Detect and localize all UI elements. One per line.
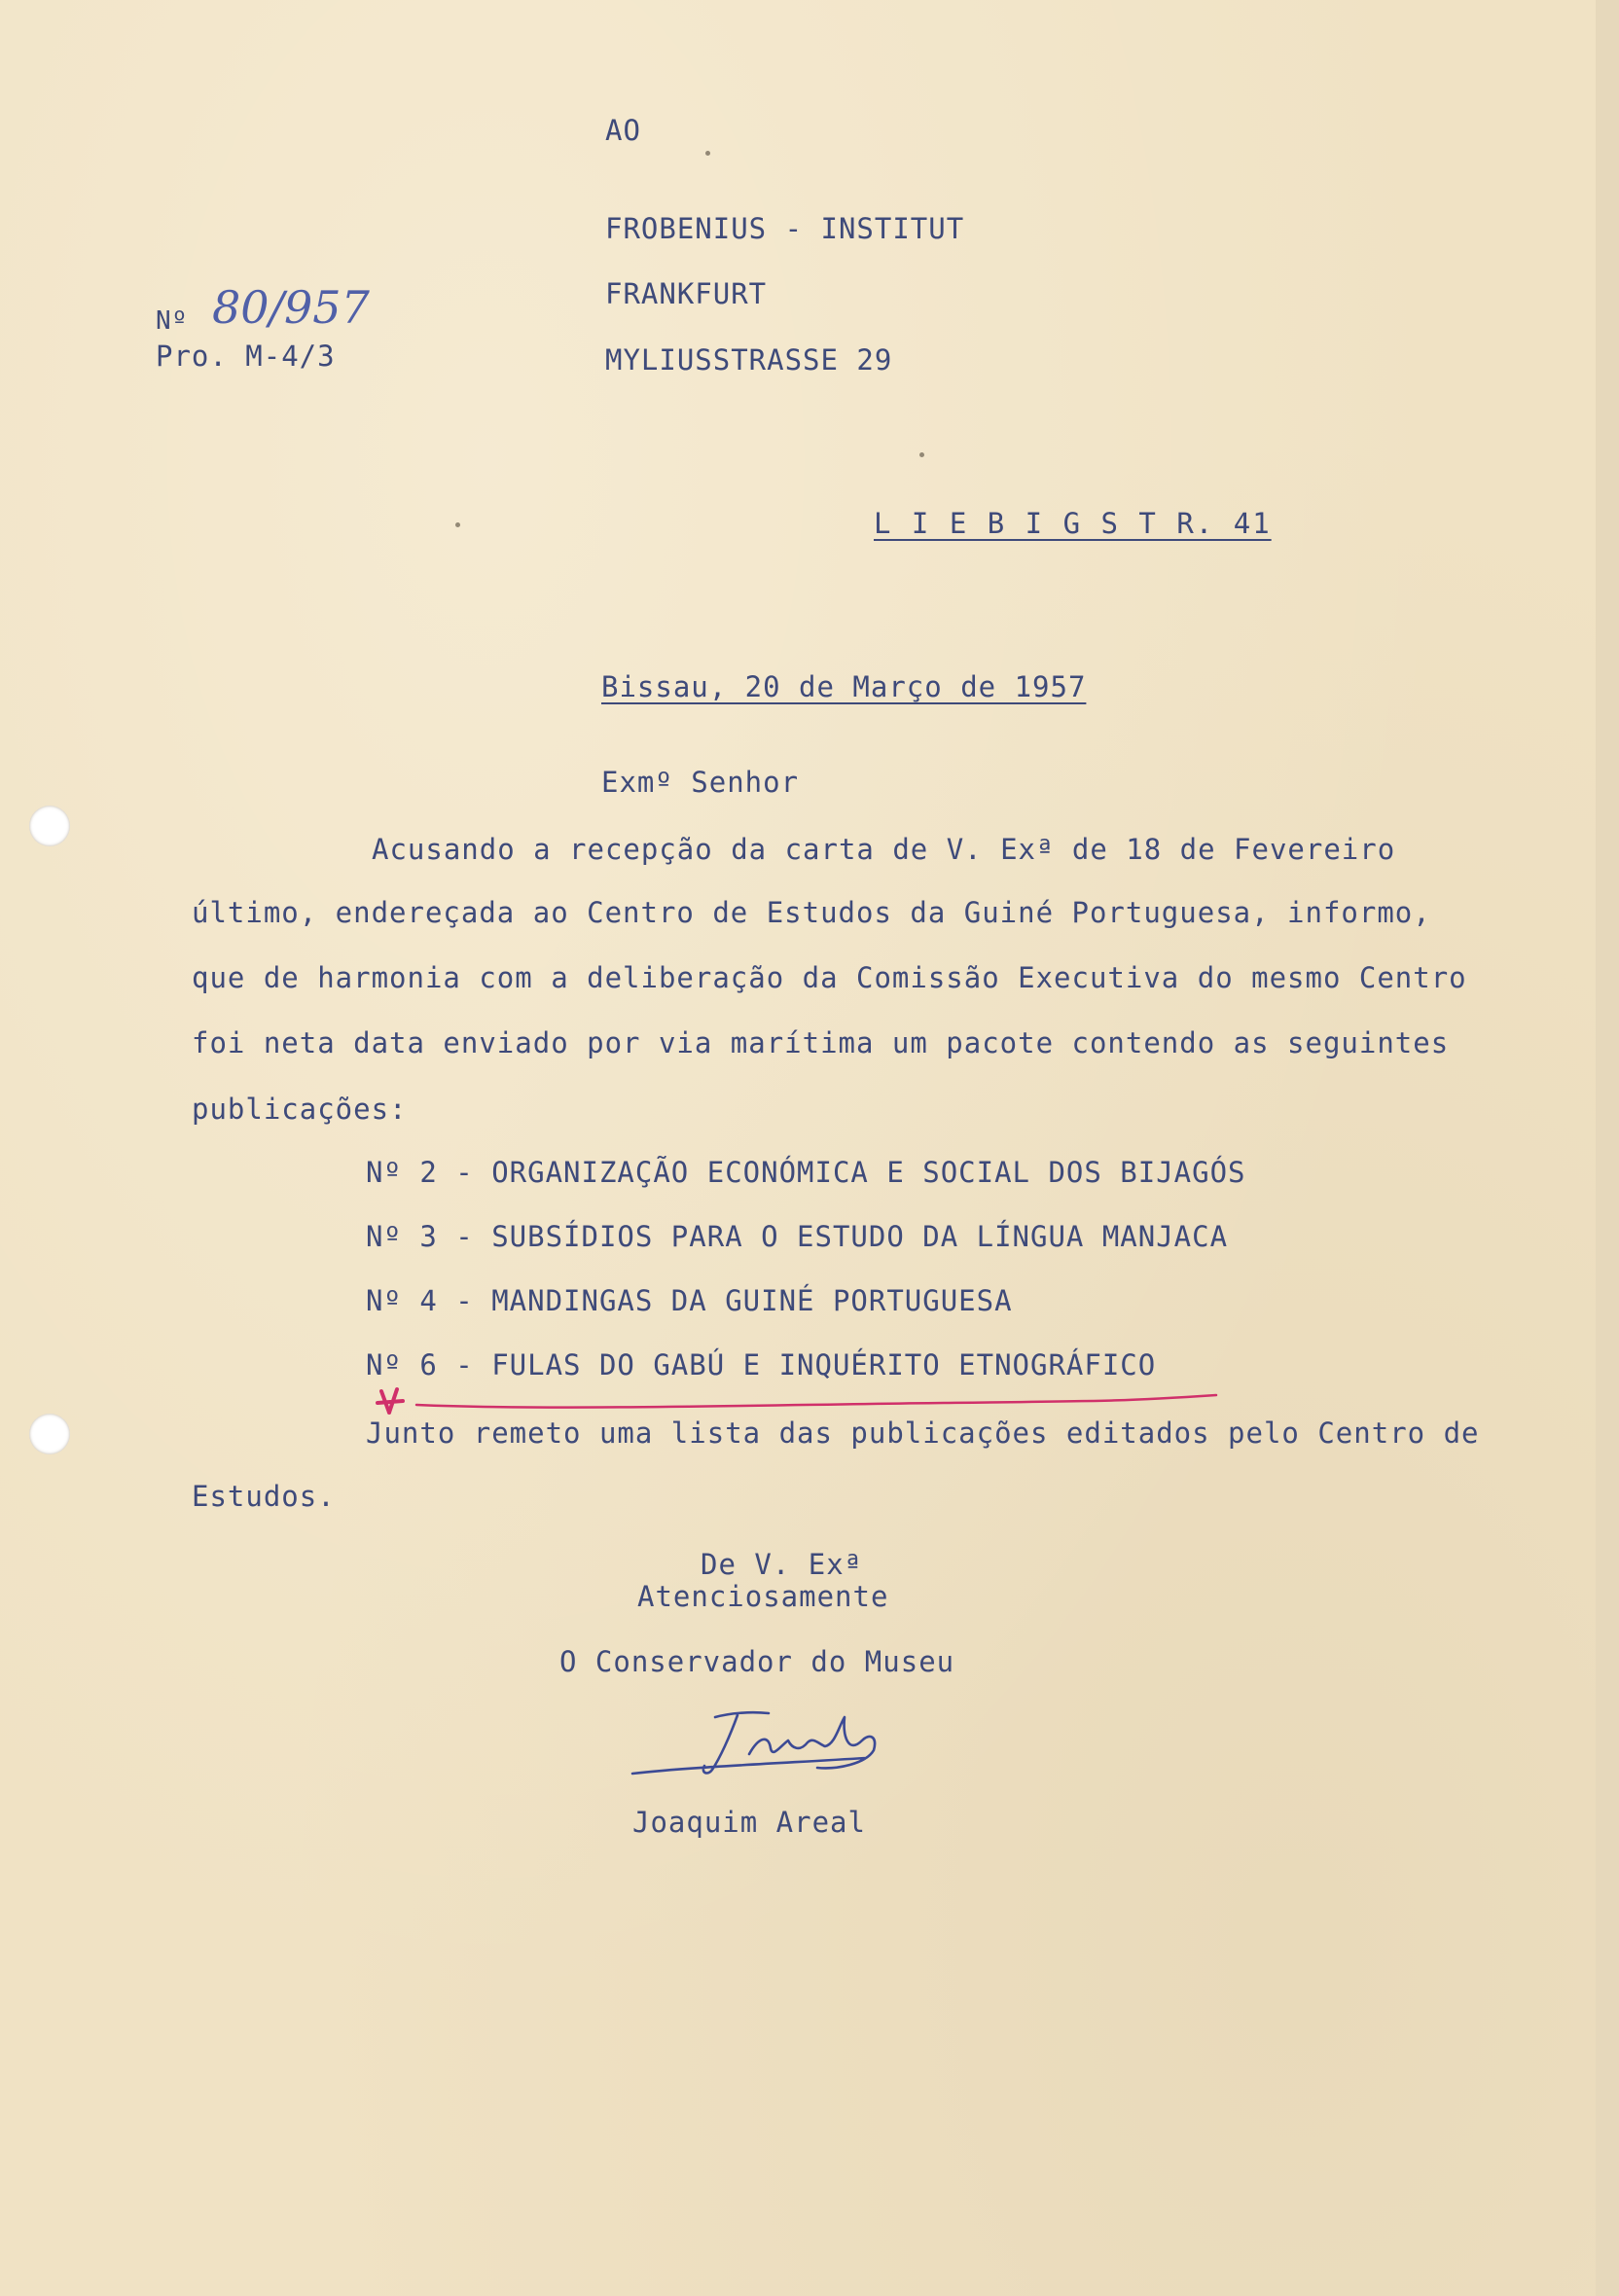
body-line-3: que de harmonia com a deliberação da Comissão Executiva do mesmo Centro bbox=[192, 961, 1467, 994]
publication-item: Nº 4 - MANDINGAS DA GUINÉ PORTUGUESA bbox=[366, 1284, 1013, 1317]
punch-hole-top bbox=[29, 806, 70, 846]
signatory-title: O Conservador do Museu bbox=[559, 1645, 955, 1678]
body-line-5: publicações: bbox=[192, 1093, 408, 1126]
paper-fleck bbox=[455, 522, 460, 527]
recipient-city: FRANKFURT bbox=[605, 277, 768, 310]
new-address-stamp: L I E B I G S T R. 41 bbox=[874, 507, 1272, 540]
paper-edge bbox=[1596, 0, 1619, 2296]
red-pencil-mark bbox=[360, 1381, 1236, 1420]
body-line-2: último, endereçada ao Centro de Estudos da Guiné Portuguesa, informo, bbox=[192, 896, 1431, 929]
punch-hole-bottom bbox=[29, 1414, 70, 1454]
signatory-name: Joaquim Areal bbox=[632, 1806, 866, 1839]
paper-fleck bbox=[919, 452, 924, 457]
body-line-1: Acusando a recepção da carta de V. Exª de 18 de Fevereiro bbox=[372, 833, 1396, 866]
reference-process: Pro. M-4/3 bbox=[156, 340, 336, 373]
publication-item: Nº 3 - SUBSÍDIOS PARA O ESTUDO DA LÍNGUA MANJACA bbox=[366, 1220, 1229, 1253]
regards-line-1: De V. Exª bbox=[701, 1548, 863, 1581]
reference-number-handwritten: 80/957 bbox=[212, 281, 370, 334]
publication-item: Nº 6 - FULAS DO GABÚ E INQUÉRITO ETNOGRÁFICO bbox=[366, 1348, 1157, 1381]
closing-line-2: Estudos. bbox=[192, 1480, 336, 1513]
reference-number-prefix: Nº bbox=[156, 306, 189, 336]
recipient-ao: AO bbox=[605, 114, 641, 147]
closing-line-1: Junto remeto uma lista das publicações editados pelo Centro de bbox=[366, 1417, 1480, 1450]
publication-item: Nº 2 - ORGANIZAÇÃO ECONÓMICA E SOCIAL DOS BIJAGÓS bbox=[366, 1156, 1246, 1189]
body-line-4: foi neta data enviado por via marítima um pacote contendo as seguintes bbox=[192, 1026, 1450, 1059]
recipient-institute: FROBENIUS - INSTITUT bbox=[605, 212, 965, 245]
paper-fleck bbox=[705, 151, 710, 156]
salutation: Exmº Senhor bbox=[601, 766, 800, 799]
regards-line-2: Atenciosamente bbox=[637, 1580, 889, 1613]
handwritten-signature bbox=[623, 1698, 915, 1790]
date-line: Bissau, 20 de Março de 1957 bbox=[601, 670, 1087, 703]
recipient-street: MYLIUSSTRASSE 29 bbox=[605, 343, 893, 377]
